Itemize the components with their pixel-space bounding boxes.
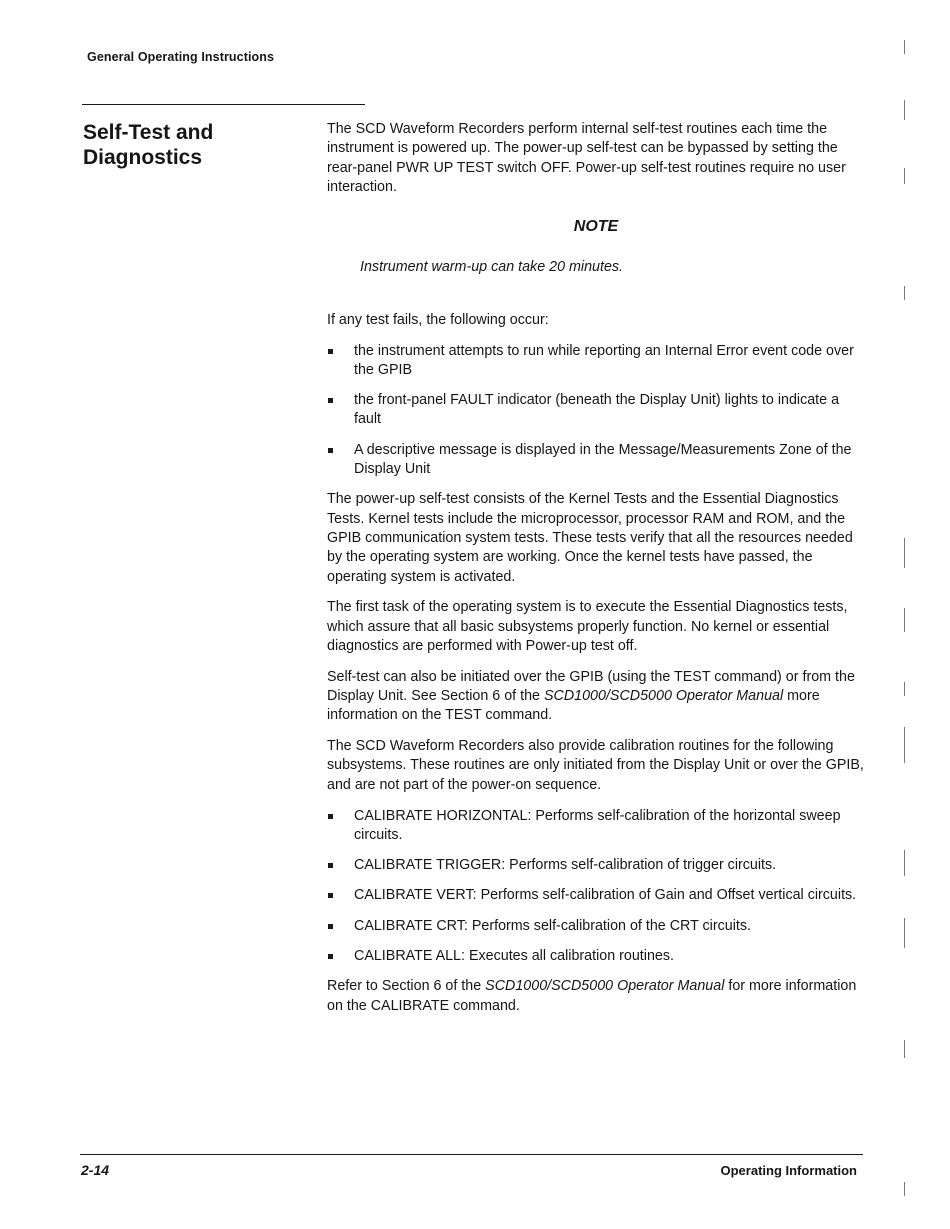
fail-intro: If any test fails, the following occur:: [327, 311, 549, 328]
calibration-list: [327, 807, 865, 967]
list-item: CALIBRATE CRT: Performs self-calibration of the CRT circuits.: [327, 917, 865, 936]
list-item: CALIBRATE HORIZONTAL: Performs self-calibration of the horizontal sweep circuits.: [327, 807, 865, 846]
kernel-paragraph: The power-up self-test consists of the Kernel Tests and the Essential Diagnostics Tests. Kernel tests include the microprocessor, processor RAM and ROM, and the GPIB communication system tests. These tests verify that all the resources needed by the operating system are working. Once the kernel tests have passed, the operating system is activated.: [327, 491, 853, 585]
list-item: CALIBRATE VERT: Performs self-calibration of Gain and Offset vertical circuits.: [327, 886, 865, 905]
refer-text-end: for more information on the CALIBRATE command.: [327, 978, 857, 1014]
refer-paragraph: [327, 977, 865, 1016]
gpib-paragraph: [327, 668, 865, 726]
note-label: NOTE: [573, 218, 619, 236]
list-item: A descriptive message is displayed in the Message/Measurements Zone of the Display Unit: [327, 441, 865, 480]
gpib-text-end: more information on the TEST command.: [327, 688, 820, 724]
footer-rule: [80, 1154, 863, 1155]
footer-title: Operating Information: [720, 1163, 857, 1178]
calibration-paragraph: The SCD Waveform Recorders also provide calibration routines for the following subsystems. These routines are only initiated from the Display Unit or over the GPIB, and are not part of the power-on sequence.: [327, 738, 864, 793]
section-rule: [82, 104, 365, 105]
fail-list: [327, 342, 865, 480]
manual-reference: SCD1000/SCD5000 Operator Manual: [485, 978, 725, 995]
intro-paragraph: The SCD Waveform Recorders perform internal self-test routines each time the instrument is powered up. The power-up self-test can be bypassed by setting the rear-panel PWR UP TEST switch OFF. Power-up self-test routines require no user interaction.: [327, 121, 846, 195]
change-bars: [902, 0, 912, 1229]
refer-text-start: Refer to Section 6 of the: [327, 978, 486, 995]
manual-reference: SCD1000/SCD5000 Operator Manual: [543, 688, 784, 705]
body-text: [327, 120, 865, 1027]
list-item: CALIBRATE ALL: Executes all calibration routines.: [327, 947, 865, 966]
page-number: 2-14: [81, 1162, 110, 1178]
section-title: Self-Test and Diagnostics: [83, 121, 214, 169]
note-text: Instrument warm-up can take 20 minutes.: [360, 259, 624, 276]
first-task-paragraph: The first task of the operating system is to execute the Essential Diagnostics tests, which assure that all basic subsystems properly function. No kernel or essential diagnostics are performed with Power-up test off.: [327, 599, 848, 654]
gpib-text-start: Self-test can also be initiated over the GPIB (using the TEST command) or from the Display Unit. See Section 6 of the: [327, 668, 855, 705]
list-item: the front-panel FAULT indicator (beneath the Display Unit) lights to indicate a fault: [327, 391, 865, 430]
list-item: the instrument attempts to run while reporting an Internal Error event code over the GPIB: [327, 342, 865, 381]
running-head: General Operating Instructions: [87, 50, 275, 64]
list-item: CALIBRATE TRIGGER: Performs self-calibration of trigger circuits.: [327, 856, 865, 875]
